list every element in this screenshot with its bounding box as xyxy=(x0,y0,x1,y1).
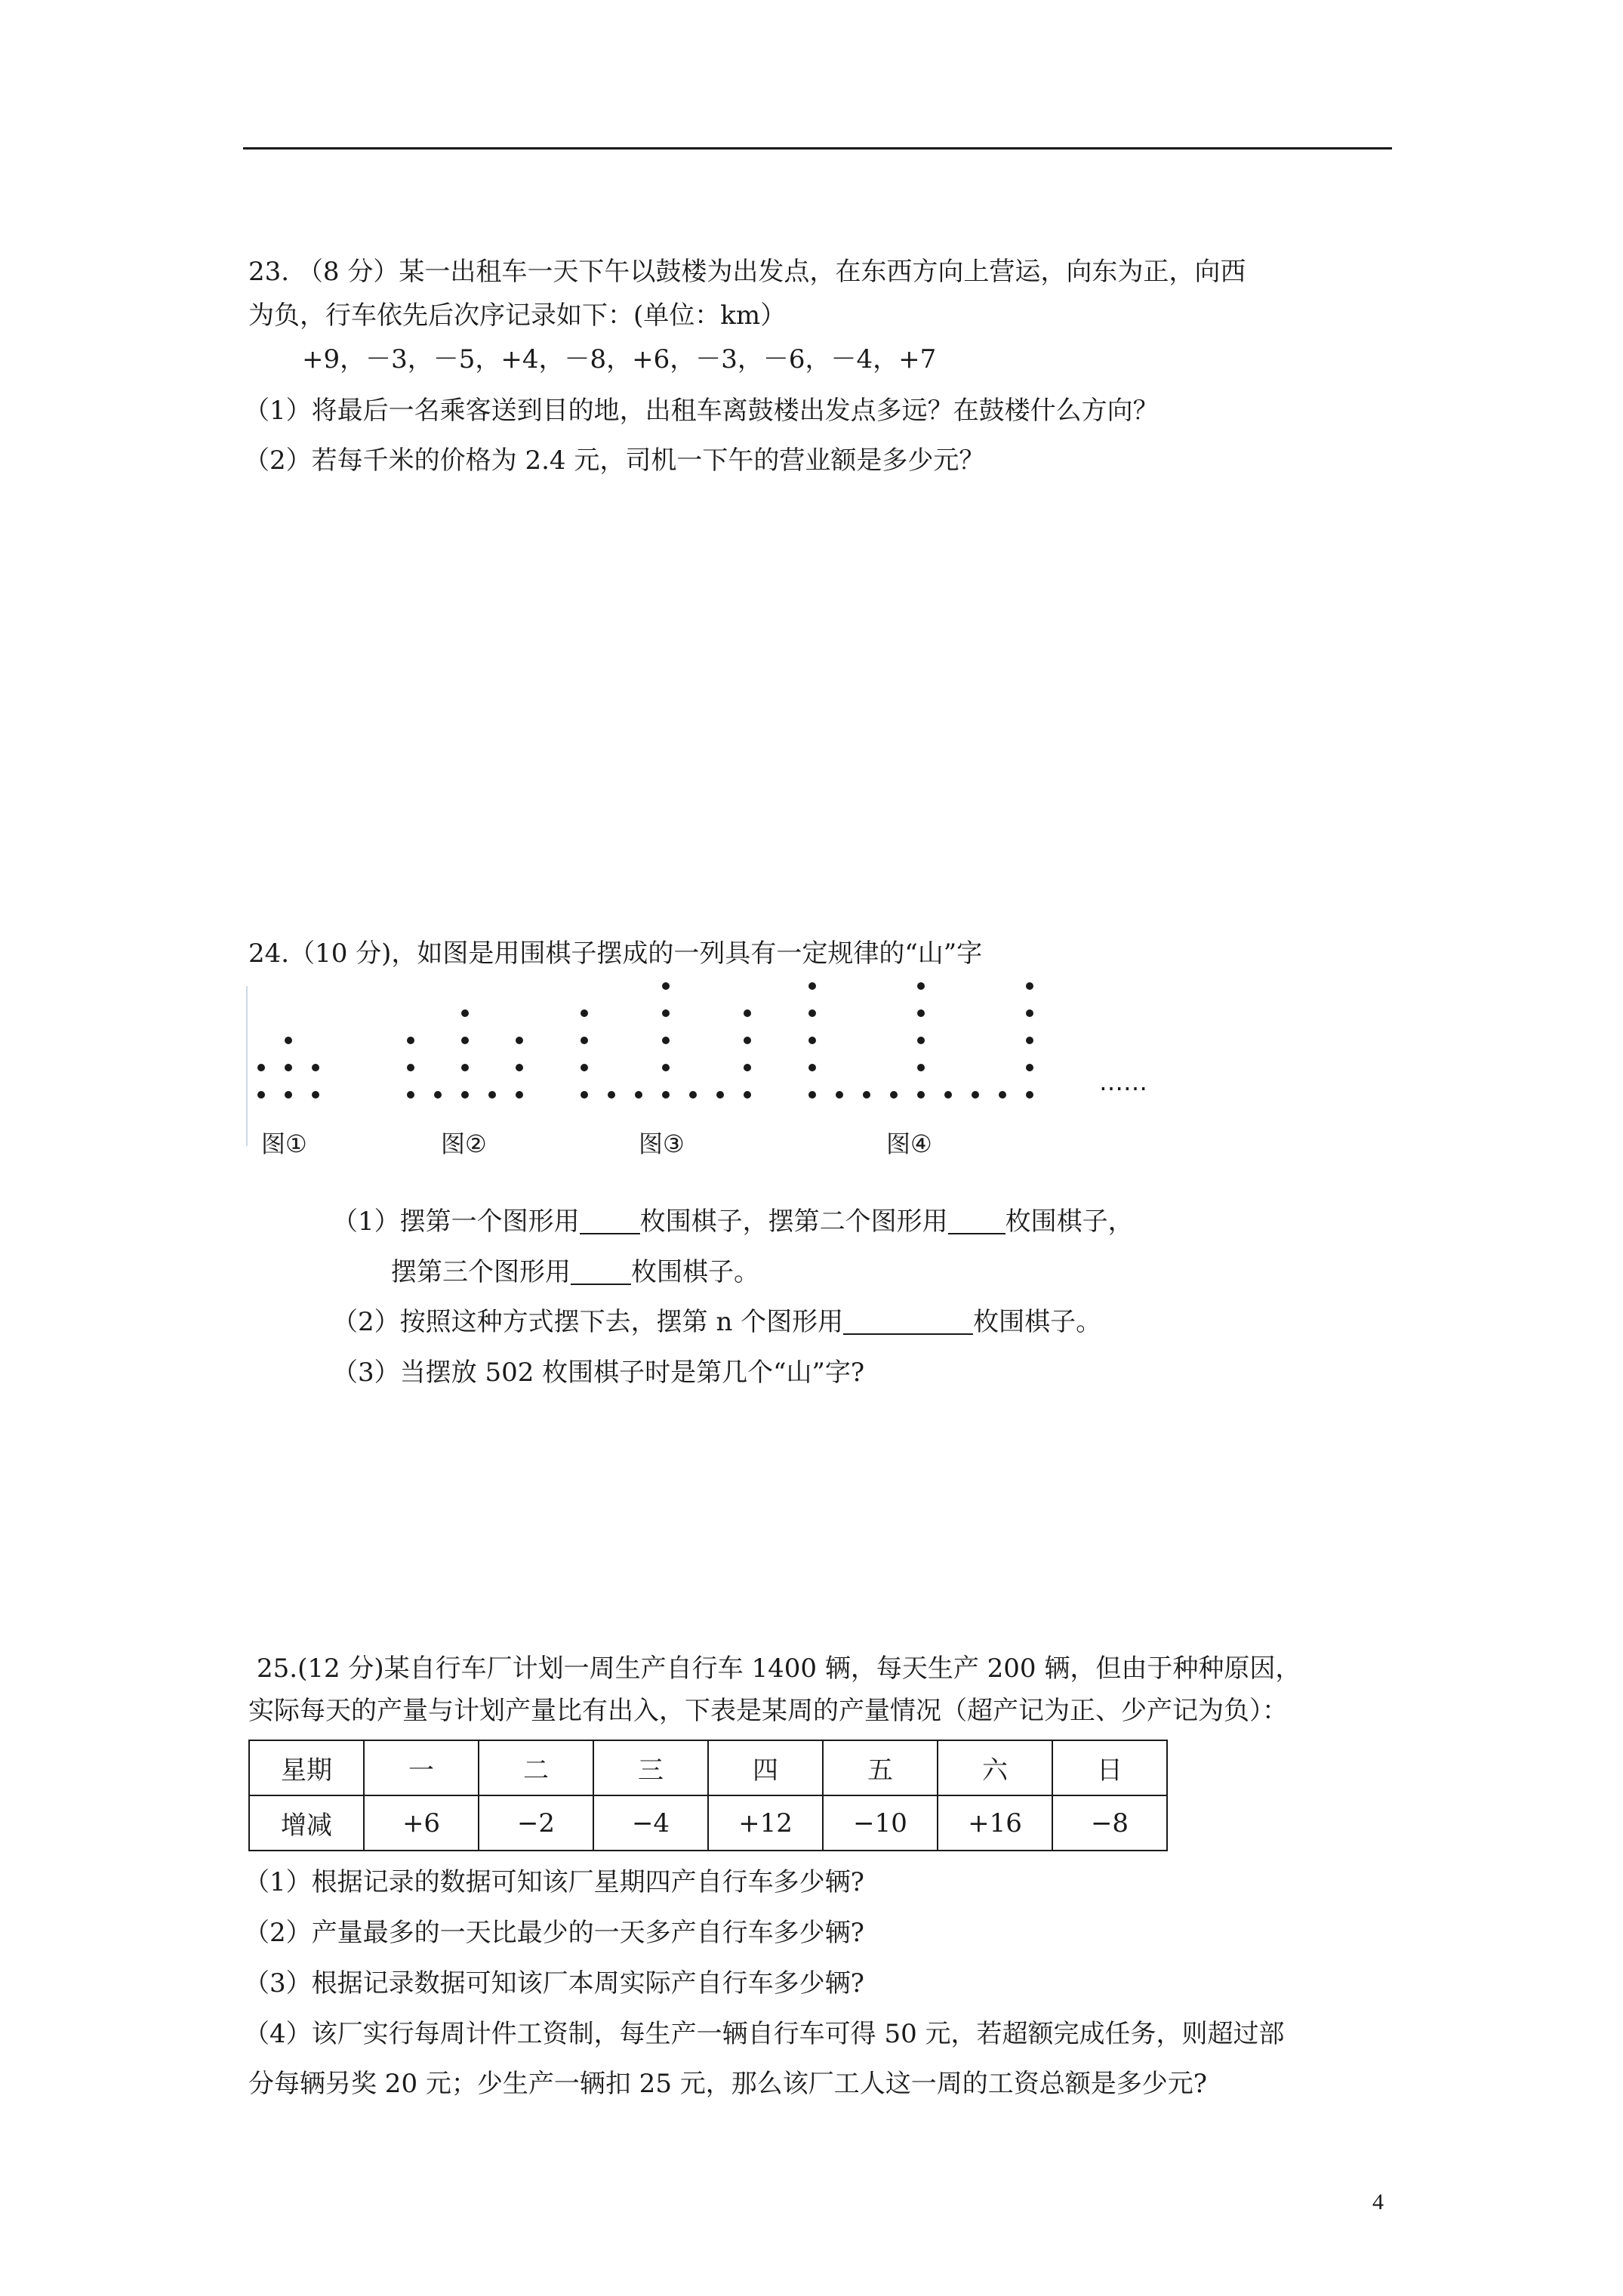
go-stone-dot xyxy=(516,1037,523,1044)
go-stone-dot xyxy=(1026,1091,1033,1099)
table-cell: 三 xyxy=(593,1740,708,1795)
go-stone-dot xyxy=(488,1091,496,1099)
figure-label-text-3: 图③ xyxy=(639,1130,685,1155)
table-cell: 二 xyxy=(479,1740,593,1795)
figure-label-text-1: 图① xyxy=(261,1130,307,1155)
q24-p1-b: 枚围棋子，摆第二个图形用 xyxy=(639,1207,948,1237)
q23-records: +9，－3，－5，+4，－8，+6，－3，－6，－4，+7 xyxy=(302,344,937,374)
go-stone-dot xyxy=(434,1091,442,1099)
go-stone-dot xyxy=(285,1091,292,1099)
go-stone-dot xyxy=(461,1009,469,1017)
answer-blank-1 xyxy=(580,1207,640,1234)
go-stone-dot xyxy=(1026,1064,1033,1071)
go-stone-dot xyxy=(1026,982,1033,990)
table-cell: 六 xyxy=(938,1740,1052,1795)
q25-part4-line1: （4）该厂实行每周计件工资制，每生产一辆自行车可得 50 元，若超额完成任务，则超过部 xyxy=(244,2019,1285,2049)
q25-part4-line2: 分每辆另奖 20 元；少生产一辆扣 25 元，那么该厂工人这一周的工资总额是多少元? xyxy=(248,2069,1207,2099)
go-stone-dot xyxy=(662,1091,670,1099)
go-stone-dot xyxy=(257,1064,265,1071)
go-stone-dot xyxy=(944,1091,952,1099)
go-stone-dot xyxy=(581,1009,588,1017)
figure-label-1 xyxy=(261,1130,307,1155)
go-stone-dot xyxy=(581,1037,588,1044)
go-stone-dot xyxy=(662,982,670,990)
table-row xyxy=(249,1795,1167,1851)
go-stone-dot xyxy=(808,1091,816,1099)
go-stone-dot xyxy=(581,1064,588,1071)
q25-part1: （1）根据记录的数据可知该厂星期四产自行车多少辆? xyxy=(244,1867,864,1897)
go-stone-dot xyxy=(716,1091,724,1099)
go-stone-dot xyxy=(461,1091,469,1099)
figure-label-4 xyxy=(886,1130,932,1155)
go-stone-dot xyxy=(1026,1037,1033,1044)
q24-p2-b: 枚围棋子。 xyxy=(973,1307,1102,1337)
table-cell: −10 xyxy=(823,1795,938,1851)
figure-label-text-2: 图② xyxy=(441,1130,487,1155)
q24-p1-d: 摆第三个图形用 xyxy=(391,1257,571,1287)
q25-part3: （3）根据记录数据可知该厂本周实际产自行车多少辆? xyxy=(244,1968,864,1999)
figure-label-2 xyxy=(441,1130,487,1155)
q24-part2 xyxy=(332,1307,1101,1338)
go-stone-dot xyxy=(808,1064,816,1071)
go-stone-dot xyxy=(917,1009,925,1017)
go-stone-dot xyxy=(285,1064,292,1071)
go-stone-dot xyxy=(581,1091,588,1099)
q25-line1: 25.(12 分)某自行车厂计划一周生产自行车 1400 辆，每天生产 200 辆，但由于种种原因， xyxy=(257,1653,1301,1684)
q23-line2: 为负，行车依先后次序记录如下：(单位：km） xyxy=(248,300,787,331)
go-stone-dot xyxy=(635,1091,642,1099)
go-stone-dot xyxy=(312,1091,319,1099)
go-stone-dot xyxy=(1026,1009,1033,1017)
go-stone-dot xyxy=(836,1091,843,1099)
go-stone-dot xyxy=(407,1064,414,1071)
table-cell: 增减 xyxy=(249,1795,364,1851)
go-stone-dot xyxy=(285,1037,292,1044)
q23-part1: （1）将最后一名乘客送到目的地，出租车离鼓楼出发点多远？在鼓楼什么方向？ xyxy=(244,396,1159,426)
go-stone-dot xyxy=(999,1091,1006,1099)
go-stone-dot xyxy=(608,1091,615,1099)
mountain-dot-figures xyxy=(246,982,1182,1155)
go-stone-dot xyxy=(689,1091,697,1099)
header-rule xyxy=(243,147,1392,149)
go-stone-dot xyxy=(461,1037,469,1044)
table-cell: 星期 xyxy=(249,1740,364,1795)
go-stone-dot xyxy=(407,1091,414,1099)
table-header-row xyxy=(249,1740,1167,1795)
go-stone-dot xyxy=(917,1037,925,1044)
page-number: 4 xyxy=(1372,2190,1384,2214)
go-stone-dot xyxy=(312,1064,319,1071)
go-stone-dot xyxy=(808,1037,816,1044)
go-stone-dot xyxy=(917,1091,925,1099)
go-stone-dot xyxy=(863,1091,870,1099)
go-stone-dot xyxy=(407,1037,414,1044)
q24-p1-a: （1）摆第一个图形用 xyxy=(332,1207,580,1237)
go-stone-dot xyxy=(890,1091,898,1099)
table-cell: −4 xyxy=(593,1795,708,1851)
go-stone-dot xyxy=(808,982,816,990)
answer-blank-2 xyxy=(948,1207,1006,1234)
go-stone-dot xyxy=(744,1009,751,1017)
table-cell: +6 xyxy=(364,1795,479,1851)
q24-p2-a: （2）按照这种方式摆下去，摆第 n 个图形用 xyxy=(332,1307,844,1337)
go-stone-dot xyxy=(744,1037,751,1044)
q24-part1-line2 xyxy=(391,1257,759,1288)
q25-part2: （2）产量最多的一天比最少的一天多产自行车多少辆? xyxy=(244,1918,864,1948)
go-stone-dot xyxy=(917,1064,925,1071)
go-stone-dot xyxy=(516,1064,523,1071)
q24-intro: 24.（10 分)，如图是用围棋子摆成的一列具有一定规律的“山”字 xyxy=(248,938,983,969)
go-stone-dot xyxy=(744,1091,751,1099)
go-stone-dot xyxy=(257,1091,265,1099)
go-stone-dot xyxy=(662,1009,670,1017)
q24-p1-c: 枚围棋子， xyxy=(1005,1207,1134,1237)
figure-ellipsis: …… xyxy=(1099,1068,1147,1096)
table-cell: +16 xyxy=(938,1795,1052,1851)
production-table xyxy=(248,1740,1168,1851)
q24-p1-e: 枚围棋子。 xyxy=(631,1257,759,1287)
go-stone-dot xyxy=(808,1009,816,1017)
figure-label-text-4: 图④ xyxy=(886,1130,932,1155)
go-stone-dot xyxy=(461,1064,469,1071)
go-stone-dot xyxy=(516,1091,523,1099)
q25-line2: 实际每天的产量与计划产量比有出入，下表是某周的产量情况（超产记为正、少产记为负）： xyxy=(248,1696,1288,1726)
q24-part1-line1 xyxy=(332,1207,1134,1237)
answer-blank-4 xyxy=(843,1308,973,1335)
go-stone-dot xyxy=(917,982,925,990)
go-stone-dot xyxy=(744,1064,751,1071)
figure-label-3 xyxy=(639,1130,685,1155)
q23-part2: （2）若每千米的价格为 2.4 元，司机一下午的营业额是多少元？ xyxy=(244,445,985,476)
table-cell: 日 xyxy=(1052,1740,1167,1795)
go-stone-dot xyxy=(662,1037,670,1044)
answer-blank-3 xyxy=(571,1258,631,1285)
q24-part3: （3）当摆放 502 枚围棋子时是第几个“山”字? xyxy=(332,1358,865,1388)
table-cell: +12 xyxy=(708,1795,823,1851)
go-stone-dot xyxy=(662,1064,670,1071)
table-cell: 一 xyxy=(364,1740,479,1795)
table-cell: −2 xyxy=(479,1795,593,1851)
go-stone-dot xyxy=(972,1091,979,1099)
table-cell: 五 xyxy=(823,1740,938,1795)
table-cell: 四 xyxy=(708,1740,823,1795)
table-cell: −8 xyxy=(1052,1795,1167,1851)
q23-line1: 23. （8 分）某一出租车一天下午以鼓楼为出发点，在东西方向上营运，向东为正，向西 xyxy=(248,257,1246,287)
